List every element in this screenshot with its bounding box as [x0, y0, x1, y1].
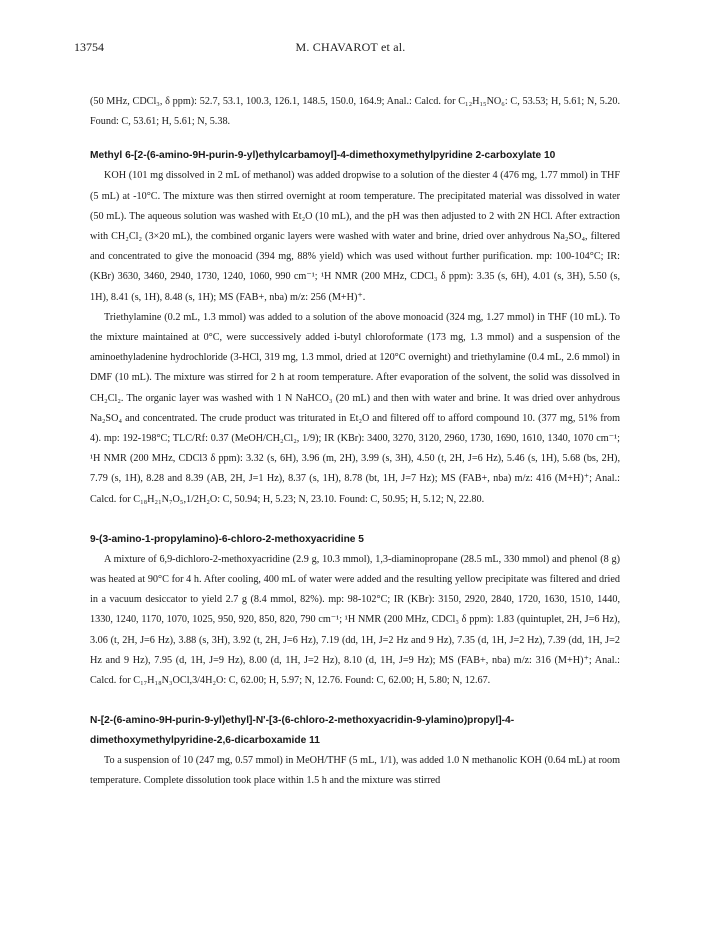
body-paragraph: A mixture of 6,9-dichloro-2-methoxyacridine (2.9 g, 10.3 mmol), 1,3-diaminopropane (28.5 mL, 330 mmol) and phenol (8 g) was heated at 90°C for 4 h. After cooling, 400 mL of water were added and the resulting yellow precipitate was filtered and dried in a vacuum desiccator to yield 2.7 g (8.4 mmol, 82%). mp: 98-102°C; IR (KBr): 3150, 2920, 2840, 1720, 1630, 1510, 1440, 1330, 1240, 1170, 1070, 1025, 950, 920, 850, 820, 790 cm⁻¹; ¹H NMR (200 MHz, CDCl₃ δ ppm): 1.83 (quintuplet, 2H, J=6 Hz), 3.06 (t, 2H, J=6 Hz), 3.88 (s, 3H), 3.92 (t, 2H, J=6 Hz), 7.19 (dd, 1H, J=2 Hz and 9 Hz), 7.35 (d, 1H, J=2 Hz), 7.39 (dd, 1H, J=2 Hz and 9 Hz), 7.95 (d, 1H, J=9 Hz), 8.00 (d, 1H, J=2 Hz), 8.10 (d, 1H, J=9 Hz); MS (FAB+, nba) m/z: 316 (M+H)⁺; Anal.: Calcd. for C₁₇H₁₈N₃OCl,3/4H₂O: C, 62.00; H, 5.97; N, 12.76. Found: C, 62.00; H, 5.80; N, 12.67. — [90, 553, 620, 687]
section-heading: Methyl 6-[2-(6-amino-9H-purin-9-yl)ethylcarbamoyl]-4-dimethoxymethylpyridine 2-carboxylate 10 — [90, 150, 556, 162]
section-heading: N-[2-(6-amino-9H-purin-9-yl)ethyl]-N'-[3-(6-chloro-2-methoxyacridin-9-ylamino)propyl]-4-dimethoxymethylpyridine-2,6-dicarboxamide 11 — [90, 715, 515, 747]
running-header — [74, 40, 627, 58]
body-paragraph: To a suspension of 10 (247 mg, 0.57 mmol) in MeOH/THF (5 mL, 1/1), was added 1.0 N methanolic KOH (0.64 mL) at room temperature. Complete dissolution took place within 1.5 h and the mixture was stirred — [90, 755, 620, 787]
article-body — [90, 92, 620, 792]
page-number: 13754 — [74, 40, 104, 54]
section-heading: 9-(3-amino-1-propylamino)-6-chloro-2-methoxyacridine 5 — [90, 533, 364, 545]
body-paragraph: KOH (101 mg dissolved in 2 mL of methanol) was added dropwise to a solution of the diester 4 (476 mg, 1.77 mmol) in THF (5 mL) at -10°C. The mixture was then stirred overnight at room temperature. The precipitated material was dissolved in water (50 mL). The aqueous solution was washed with Et₂O (10 mL), and the pH was then adjusted to 2 with 2N HCl. After extraction with CH₂Cl₂ (3×20 mL), the combined organic layers were washed with water and brine, dried over anhydrous Na₂SO₄, filtered and concentrated to give the monoacid (394 mg, 88% yield) which was used without further purification. mp: 100-104°C; IR: (KBr) 3630, 3460, 2940, 1730, 1240, 1060, 990 cm⁻¹; ¹H NMR (200 MHz, CDCl₃ δ ppm): 3.35 (s, 6H), 4.01 (s, 3H), 5.50 (s, 1H), 8.41 (s, 1H), 8.48 (s, 1H); MS (FAB+, nba) m/z: 256 (M+H)⁺. — [90, 170, 620, 303]
running-title: M. CHAVAROT et al. — [295, 40, 406, 54]
body-paragraph: Triethylamine (0.2 mL, 1.3 mmol) was added to a solution of the above monoacid (324 mg, 1.27 mmol) in THF (10 mL). To the mixture maintained at 0°C, were successively added i-butyl chloroformate (173 mg, 1.3 mmol) and a suspension of the aminoethyladenine hydrochloride (3-HCl, 319 mg, 1.3 mmol, dried at 120°C overnight) and triethylamine (0.4 mL, 2.6 mmol) in DMF (10 mL). The mixture was stirred for 2 h at room temperature. After evaporation of the solvent, the solid was dissolved in CH₂Cl₂. The organic layer was washed with 1 N NaHCO₃ (20 mL) and then with water and brine. It was dried over anhydrous Na₂SO₄ and concentrated. The crude product was triturated in Et₂O and filtered off to afford compound 10. (377 mg, 51% from 4). mp: 192-198°C; TLC/Rf: 0.37 (MeOH/CH₂Cl₂, 1/9); IR (KBr): 3400, 3270, 3120, 2960, 1730, 1690, 1610, 1340, 1070 cm⁻¹; ¹H NMR (200 MHz, CDCl3 δ ppm): 3.32 (s, 6H), 3.96 (m, 2H), 3.99 (s, 3H), 4.50 (t, 2H, J=6 Hz), 5.46 (s, 1H), 5.68 (bs, 2H), 7.79 (s, 1H), 8.28 and 8.39 (AB, 2H, J=1 Hz), 8.37 (s, 1H), 8.78 (bt, 1H, J=7 Hz); MS (FAB+, nba) m/z: 416 (M+H)⁺; Anal.: Calcd. for C₁₈H₂₁N₇O₅,1/2H₂O: C, 50.94; H, 5.23; N, 23.10. Found: C, 50.95; H, 5.12; N, 22.80. — [90, 311, 620, 505]
body-paragraph: (50 MHz, CDCl₃, δ ppm): 52.7, 53.1, 100.3, 126.1, 148.5, 150.0, 164.9; Anal.: Calcd. for C₁₂H₁₅NO₆: C, 53.53; H, 5.61; N, 5.20. Found: C, 53.61; H, 5.61; N, 5.38. — [90, 96, 620, 128]
